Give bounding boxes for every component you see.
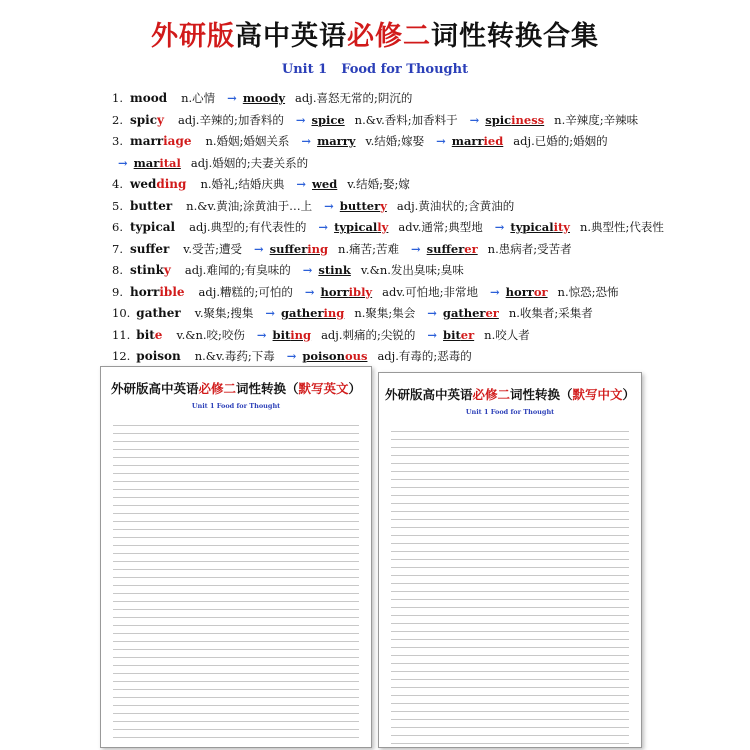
derived-stem: gather (442, 306, 486, 320)
definition: adj.已婚的;婚姻的 (513, 134, 608, 148)
derived-word (273, 328, 312, 342)
entry-number: 2. (112, 112, 123, 127)
sheet-title-part: ） (348, 381, 362, 396)
arrow-icon: → (318, 220, 329, 234)
entry-number: 5. (112, 198, 123, 213)
derived-word (443, 306, 499, 320)
derived-stem: mar (133, 155, 160, 170)
entry-number: 8. (112, 263, 123, 277)
list-item (112, 88, 732, 110)
sheet-title-part: ） (622, 387, 636, 402)
arrow-icon: → (304, 284, 315, 299)
headword-stem: wed (130, 177, 157, 191)
list-item (112, 196, 732, 218)
definition: adj.有毒的;恶毒的 (377, 349, 472, 363)
derived-stem: marry (317, 134, 356, 148)
headword-stem: suffer (130, 241, 170, 256)
derived-suffix: er (485, 306, 499, 320)
entry-number: 6. (112, 220, 123, 234)
entry-number: 10. (112, 306, 131, 320)
list-item (112, 239, 732, 261)
arrow-icon: → (490, 284, 500, 299)
definition: adj.辛辣的;加香料的 (178, 112, 284, 127)
sheet-title-part: 默写中文 (572, 387, 623, 402)
derived-word (134, 156, 181, 170)
definition: n.患病者;受苦者 (487, 241, 572, 256)
derived-suffix: er (464, 241, 478, 256)
derived-suffix: ied (483, 134, 504, 148)
headword (136, 306, 180, 320)
derived-suffix: y (380, 198, 387, 213)
derived-suffix: ous (344, 349, 368, 363)
derived-word (506, 285, 548, 299)
derived-word (334, 220, 388, 234)
arrow-icon: → (436, 134, 446, 148)
sheet-title-part: 外研版高中英语 (110, 381, 199, 396)
derived-stem: bit (443, 327, 461, 342)
definition: adj.喜怒无常的;阴沉的 (295, 91, 413, 105)
headword (136, 328, 162, 342)
list-item (112, 346, 732, 368)
headword-stem: horr (130, 284, 160, 299)
derived-stem: stink (318, 263, 351, 277)
derived-word (485, 113, 544, 127)
arrow-icon: → (295, 112, 306, 127)
arrow-icon: → (302, 263, 313, 277)
derived-stem: wed (312, 177, 338, 191)
derived-word (321, 285, 373, 299)
headword (130, 91, 167, 105)
headword-suffix: y (157, 112, 164, 127)
definition: v.&n.咬;咬伤 (176, 327, 245, 342)
derived-stem: butter (339, 198, 381, 213)
derived-word (318, 263, 350, 277)
list-item (112, 260, 732, 282)
headword (130, 199, 172, 213)
definition: adj.婚姻的;夫妻关系的 (190, 155, 309, 170)
definition: n.惊恐;恐怖 (557, 284, 619, 299)
preview-sheet-chinese (378, 372, 642, 748)
derived-stem: bit (272, 327, 291, 342)
definition: n.典型性;代表性 (580, 220, 664, 234)
derived-word (443, 328, 474, 342)
derived-word (311, 113, 344, 127)
title-part4: 词性转换 (431, 21, 543, 52)
sheet-title-part: 词性转换（ (235, 381, 299, 396)
derived-suffix: or (533, 284, 548, 299)
headword-stem: bit (136, 327, 155, 342)
definition: n.&v.黄油;涂黄油于…上 (186, 198, 313, 213)
arrow-icon: → (296, 177, 307, 191)
list-item (112, 174, 732, 196)
headword-suffix: iage (163, 134, 192, 148)
definition: adj.糟糕的;可怕的 (198, 284, 293, 299)
derived-stem: suffer (426, 241, 465, 256)
word-list (112, 88, 732, 368)
derived-word (317, 134, 355, 148)
arrow-icon: → (265, 306, 275, 320)
headword-stem: typical (130, 220, 176, 234)
derived-suffix: ing (323, 306, 345, 320)
definition: v.结婚;娶;嫁 (347, 177, 410, 191)
sheet-body-lines (113, 418, 359, 738)
headword-suffix: ding (156, 177, 187, 191)
derived-suffix: ital (159, 155, 181, 170)
derived-stem: typical (334, 220, 378, 234)
sheet-title-part: 默写英文 (298, 381, 349, 396)
headword-stem: stink (130, 263, 164, 277)
arrow-icon: → (494, 220, 505, 234)
definition: adj.典型的;有代表性的 (189, 220, 307, 234)
list-item (112, 131, 732, 153)
derived-stem: moody (242, 91, 286, 105)
definition: v.聚集;搜集 (194, 306, 254, 320)
definition: v.受苦;遭受 (183, 241, 242, 256)
entry-number: 4. (112, 177, 123, 191)
arrow-icon: → (118, 155, 128, 170)
headword-suffix: ible (159, 284, 185, 299)
sheet-body-lines (391, 424, 629, 744)
sheet-unit: Unit 1 Food for Thought (191, 402, 281, 410)
derived-suffix: ly (377, 220, 389, 234)
sheet-title-part: 词性转换（ (509, 387, 573, 402)
arrow-icon: → (427, 327, 438, 342)
unit-heading (0, 62, 750, 77)
derived-stem: poison (302, 349, 345, 363)
derived-word (427, 242, 478, 256)
headword-stem: mood (130, 91, 168, 105)
definition: adv.可怕地;非常地 (382, 284, 479, 299)
definition: adj.刺痛的;尖锐的 (321, 327, 416, 342)
derived-stem: suffer (269, 241, 308, 256)
arrow-icon: → (227, 91, 237, 105)
entry-number: 7. (112, 241, 123, 256)
entry-number: 1. (112, 91, 123, 105)
arrow-icon: → (324, 198, 334, 213)
derived-stem: spic (485, 112, 512, 127)
title-part2: 高中英语 (235, 21, 347, 52)
list-item (112, 217, 732, 239)
headword-suffix: e (154, 327, 163, 342)
headword-stem: marr (130, 134, 164, 148)
derived-stem: typical (510, 220, 554, 234)
headword (130, 220, 175, 234)
derived-word (312, 177, 337, 191)
arrow-icon: → (256, 327, 267, 342)
definition: adv.通常;典型地 (398, 220, 483, 234)
list-item (112, 282, 732, 304)
headword (130, 113, 164, 127)
headword (130, 242, 169, 256)
page-title (0, 14, 750, 53)
definition: n.咬人者 (484, 327, 530, 342)
definition: n.收集者;采集者 (508, 306, 593, 320)
definition: n.婚姻;婚姻关系 (205, 134, 290, 148)
derived-word (302, 349, 367, 363)
derived-word (340, 199, 387, 213)
arrow-icon: → (253, 241, 264, 256)
derived-word (281, 306, 344, 320)
arrow-icon: → (427, 306, 437, 320)
derived-stem: gather (281, 306, 324, 320)
arrow-icon: → (301, 134, 312, 148)
entry-number: 3. (112, 134, 123, 148)
title-part3: 必修二 (347, 21, 431, 52)
definition: adj.黄油状的;含黄油的 (396, 198, 515, 213)
headword-stem: spic (130, 112, 158, 127)
sheet-unit: Unit 1 Food for Thought (465, 408, 555, 416)
derived-word (452, 134, 503, 148)
entry-number: 12. (112, 349, 131, 363)
definition: n.婚礼;结婚庆典 (200, 177, 285, 191)
sheet-title-part: 必修二 (198, 381, 236, 396)
derived-suffix: ity (553, 220, 570, 234)
derived-word (510, 220, 570, 234)
headword (130, 177, 186, 191)
title-part1: 外研版 (151, 21, 235, 52)
definition: n.&v.毒药;下毒 (194, 349, 275, 363)
headword (130, 134, 191, 148)
headword (136, 349, 180, 363)
definition: adj.难闻的;有臭味的 (184, 263, 291, 277)
definition: n.心情 (181, 91, 216, 105)
list-item (112, 153, 732, 175)
derived-word (270, 242, 328, 256)
derived-stem: spice (311, 112, 345, 127)
derived-suffix: ing (307, 241, 329, 256)
definition: v.&n.发出臭味;臭味 (360, 263, 464, 277)
unit-label: Unit 1 (281, 62, 328, 77)
entry-number: 9. (112, 284, 123, 299)
list-item (112, 325, 732, 347)
definition: v.结婚;嫁娶 (365, 134, 425, 148)
preview-sheet-english (100, 366, 372, 748)
list-item (112, 110, 732, 132)
definition: n.聚集;集会 (354, 306, 416, 320)
unit-name: Food for Thought (341, 62, 469, 77)
arrow-icon: → (469, 112, 480, 127)
headword-stem: butter (130, 198, 173, 213)
sheet-title-part: 外研版高中英语 (384, 387, 473, 402)
headword (130, 263, 171, 277)
entry-number: 11. (112, 327, 131, 342)
headword-suffix: y (163, 263, 171, 277)
derived-suffix: iness (511, 112, 545, 127)
title-part5: 合集 (543, 21, 599, 52)
derived-word (243, 91, 285, 105)
headword (130, 285, 185, 299)
derived-stem: marr (451, 134, 484, 148)
derived-suffix: er (460, 327, 475, 342)
definition: n.辛辣度;辛辣味 (554, 112, 639, 127)
derived-stem: horr (505, 284, 534, 299)
headword-stem: gather (136, 306, 181, 320)
sheet-title (379, 385, 641, 403)
derived-suffix: ing (290, 327, 312, 342)
arrow-icon: → (286, 349, 297, 363)
definition: n.痛苦;苦难 (338, 241, 399, 256)
sheet-title (101, 379, 371, 397)
definition: n.&v.香料;加香料于 (354, 112, 458, 127)
headword-stem: poison (136, 349, 181, 363)
list-item (112, 303, 732, 325)
derived-stem: horr (320, 284, 349, 299)
sheet-title-part: 必修二 (472, 387, 510, 402)
derived-suffix: ibly (348, 284, 373, 299)
arrow-icon: → (410, 241, 421, 256)
